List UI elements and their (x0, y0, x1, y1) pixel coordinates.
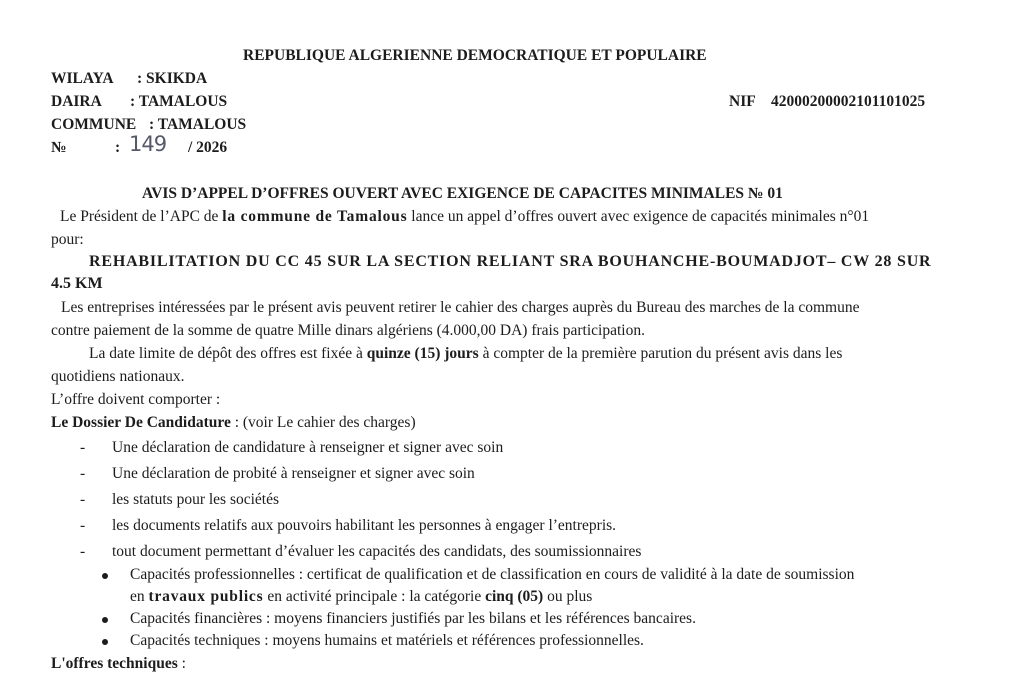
project-title-line1: REHABILITATION DU CC 45 SUR LA SECTION RELIANT SRA BOUHANCHE-BOUMADJOT– CW 28 SUR (89, 253, 932, 270)
technical-offer-heading (51, 656, 186, 672)
bullet-marker (102, 639, 108, 645)
bullet-technical: Capacités techniques : moyens humains et matériels et références professionnelles. (130, 632, 644, 649)
bullet-marker (102, 573, 108, 579)
paragraph-deadline-line2: quotidiens nationaux. (51, 368, 185, 385)
tech-offer-rest: : (177, 655, 186, 672)
paragraph-retrieval-line2: contre paiement de la somme de quatre Mille dinars algériens (4.000,00 DA) frais participation. (51, 322, 645, 339)
number-colon: : (115, 139, 121, 156)
bullet-professional-line2 (130, 589, 592, 605)
dash-item: tout document permettant d’évaluer les capacités des candidats, des soumissionnaires (112, 543, 642, 560)
handwritten-number: 149 (129, 132, 167, 156)
dash-item: Une déclaration de candidature à renseigner et signer avec soin (112, 439, 504, 456)
bullet-marker (102, 617, 108, 623)
deadline-pre: La date limite de dépôt des offres est fixée à (89, 345, 367, 362)
nif-value: 42000200002101101025 (771, 93, 926, 110)
dash-item: les documents relatifs aux pouvoirs habilitant les personnes à engager l’entrepris. (112, 517, 617, 534)
dossier-bold: Le Dossier De Candidature (51, 414, 231, 431)
pro-post: ou plus (543, 588, 593, 605)
paragraph-retrieval-line1: Les entreprises intéressées par le présent avis peuvent retirer le cahier des charges auprès du Bureau des marches de la commune (61, 299, 860, 316)
number-year: / 2026 (188, 139, 228, 156)
bullet-financial: Capacités financières : moyens financiers justifiés par les bilans et les références bancaires. (130, 610, 696, 627)
pro-bold-category: cinq (05) (485, 588, 544, 605)
republic-heading: REPUBLIQUE ALGERIENNE DEMOCRATIQUE ET POPULAIRE (243, 47, 707, 64)
wilaya-label: WILAYA (51, 70, 114, 87)
intro-commune: la commune de Tamalous (222, 208, 408, 225)
dossier-heading (51, 415, 416, 431)
wilaya-value: : SKIKDA (137, 70, 208, 87)
dash-marker: - (80, 465, 86, 482)
dossier-rest: : (voir Le cahier des charges) (230, 414, 416, 431)
dash-marker: - (80, 543, 86, 560)
dash-item: Une déclaration de probité à renseigner et signer avec soin (112, 465, 475, 482)
dash-item: les statuts pour les sociétés (112, 491, 280, 508)
intro-continuation: pour: (51, 231, 84, 248)
dash-marker: - (80, 491, 86, 508)
intro-pre: Le Président de l’APC de (60, 208, 223, 225)
dash-marker: - (80, 517, 86, 534)
offer-line: L’offre doivent comporter : (51, 391, 221, 408)
deadline-post: à compter de la première parution du présent avis dans les (478, 345, 843, 362)
project-title-line2: 4.5 KM (51, 275, 103, 292)
intro-post: lance un appel d’offres ouvert avec exigence de capacités minimales n°01 (407, 208, 870, 225)
deadline-bold: quinze (15) jours (366, 345, 479, 362)
daira-value: : TAMALOUS (130, 93, 228, 110)
intro-paragraph (60, 209, 869, 225)
number-label: № (51, 139, 67, 156)
nif-label: NIF (729, 93, 756, 110)
dash-marker: - (80, 439, 86, 456)
pro-bold-travaux: travaux publics (148, 588, 264, 605)
pro-pre: en (130, 588, 149, 605)
notice-title: AVIS D’APPEL D’OFFRES OUVERT AVEC EXIGENCE DE CAPACITES MINIMALES № 01 (142, 185, 783, 202)
daira-label: DAIRA (51, 93, 102, 110)
tech-offer-bold: L'offres techniques (51, 655, 178, 672)
paragraph-deadline-line1 (89, 346, 842, 362)
commune-value: : TAMALOUS (149, 116, 247, 133)
commune-label: COMMUNE (51, 116, 137, 133)
pro-mid: en activité principale : la catégorie (263, 588, 486, 605)
bullet-professional-line1: Capacités professionnelles : certificat de qualification et de classification en cours de validité à la date de soumission (130, 566, 855, 583)
